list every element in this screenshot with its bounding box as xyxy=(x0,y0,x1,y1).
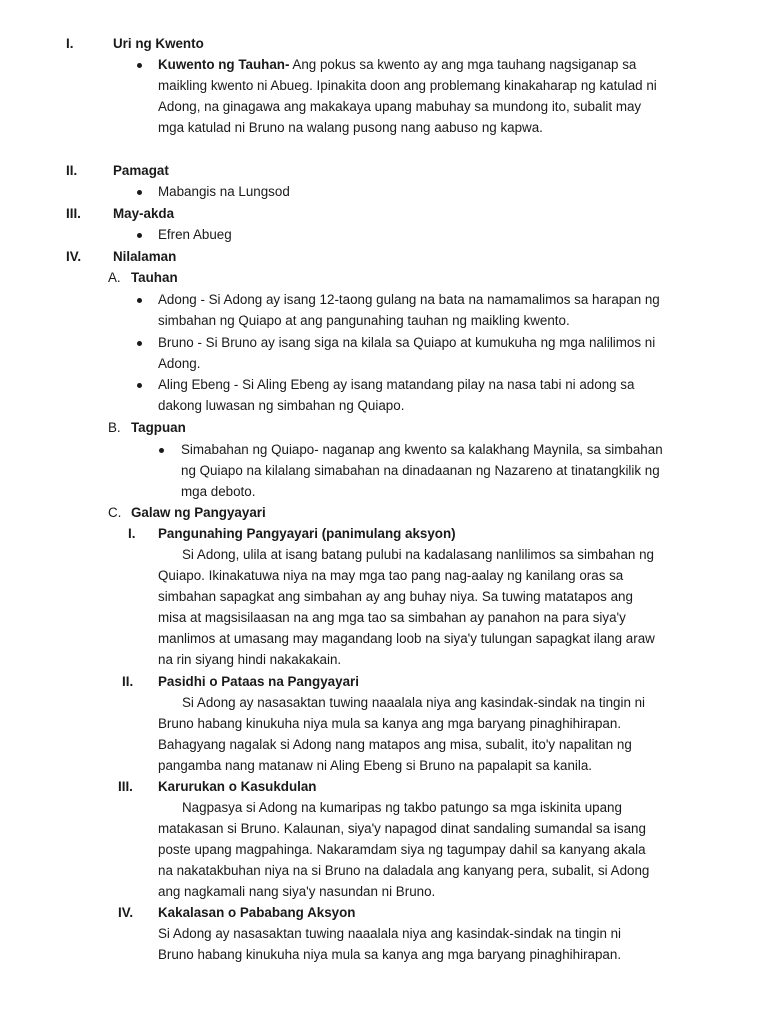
section-number: I. xyxy=(66,36,74,51)
item-text: Ang pokus sa kwento ay ang mga tauhang nagsiganap sa xyxy=(292,57,637,72)
section-title: Pamagat xyxy=(113,163,169,178)
list-item: Bruno - Si Bruno ay isang siga na kilala sa Quiapo at kumukuha ng mga nalilimos ni xyxy=(158,335,656,350)
list-item: Aling Ebeng - Si Aling Ebeng ay isang matandang pilay na nasa tabi ni adong sa xyxy=(158,377,635,392)
paragraph-line: maikling kwento ni Abueg. Ipinakita doon ang problemang kinakaharap ng katulad ni xyxy=(158,78,657,93)
paragraph-line: Bruno habang kinukuha niya mula sa kanya ang mga baryang pinaghihirapan. xyxy=(158,716,622,731)
section-title: Uri ng Kwento xyxy=(113,36,204,51)
sub-number: III. xyxy=(118,779,133,794)
paragraph-line: pangamba nang matanaw ni Aling Ebeng si Bruno na papalapit sa kanila. xyxy=(158,758,593,773)
section-number: II. xyxy=(66,163,78,178)
sub-title: Karurukan o Kasukdulan xyxy=(158,779,317,794)
sub-title: Kakalasan o Pababang Aksyon xyxy=(158,905,356,920)
paragraph-line: Bahagyang nagalak si Adong nang matapos ang misa, subalit, ito'y napalitan ng xyxy=(158,737,632,752)
paragraph-line: Nagpasya si Adong na kumaripas ng takbo patungo sa mga iskinita upang xyxy=(182,800,622,815)
section-number: IV. xyxy=(66,249,82,264)
bullet xyxy=(159,448,164,453)
paragraph-line: manlimos at umasang may magandang loob na siya'y tulungan sapagkat ilang araw xyxy=(158,631,655,646)
paragraph-line: Si Adong ay nasasaktan tuwing naaalala niya ang kasindak-sindak na tingin ni xyxy=(182,695,646,710)
paragraph-line: na nakatakbuhan niya na si Bruno na daladala ang kanyang pera, subalit, si Adong xyxy=(158,863,650,878)
paragraph-line: misa at magsisilaasan na ang mga tao sa simbahan ay panahon na para siya'y xyxy=(158,610,626,625)
subsection-letter: A. xyxy=(108,270,121,285)
paragraph-line: ang nagkamali nang siya'y nasundan ni Bruno. xyxy=(158,884,436,899)
subsection-title: Galaw ng Pangyayari xyxy=(131,505,266,520)
paragraph-line: Quiapo. Ikinakatuwa niya na may mga tao pang nag-aalay ng kanilang oras sa xyxy=(158,568,624,583)
list-item xyxy=(158,57,636,73)
paragraph-line: Si Adong, ulila at isang batang pulubi na kadalasang nanlilimos sa simbahan ng xyxy=(182,547,654,562)
section-number: III. xyxy=(66,206,81,221)
bullet xyxy=(137,190,142,195)
list-item: Mabangis na Lungsod xyxy=(158,184,290,199)
bullet xyxy=(137,63,142,68)
sub-title: Pangunahing Pangyayari (panimulang aksyon) xyxy=(158,526,456,541)
item-label: Kuwento ng Tauhan- xyxy=(158,57,290,72)
sub-title: Pasidhi o Pataas na Pangyayari xyxy=(158,674,359,689)
paragraph-line: Adong, na ginagawa ang makakaya upang mabuhay sa mundong ito, subalit may xyxy=(158,99,642,114)
sub-number: II. xyxy=(122,674,134,689)
bullet xyxy=(137,298,142,303)
bullet xyxy=(137,233,142,238)
paragraph-line: Bruno habang kinukuha niya mula sa kanya ang mga baryang pinaghihirapan. xyxy=(158,947,622,962)
paragraph-line: Si Adong ay nasasaktan tuwing naaalala niya ang kasindak-sindak na tingin ni xyxy=(158,926,622,941)
list-item: Efren Abueg xyxy=(158,227,232,242)
list-item: Simabahan ng Quiapo- naganap ang kwento sa kalakhang Maynila, sa simbahan xyxy=(181,442,663,457)
sub-number: IV. xyxy=(118,905,134,920)
bullet xyxy=(137,383,142,388)
paragraph-line: ng Quiapo na kilalang simabahan na dinadaanan ng Nazareno at tinatangkilik ng xyxy=(181,463,660,478)
paragraph-line: simbahan ng Quiapo at ang pangunahing tauhan ng maikling kwento. xyxy=(158,313,570,328)
paragraph-line: matakasan si Bruno. Kalaunan, siya'y napagod dinat sandaling sumandal sa isang xyxy=(158,821,646,836)
section-title: May-akda xyxy=(113,206,175,221)
paragraph-line: simbahan sapagkat ang simbahan ay ang buhay niya. Sa tuwing matatapos ang xyxy=(158,589,633,604)
subsection-letter: B. xyxy=(108,420,121,435)
paragraph-line: mga deboto. xyxy=(181,484,256,499)
paragraph-line: Adong. xyxy=(158,356,201,371)
sub-number: I. xyxy=(128,526,136,541)
section-title: Nilalaman xyxy=(113,249,177,264)
paragraph-line: dakong luwasan ng simbahan ng Quiapo. xyxy=(158,398,405,413)
paragraph-line: na rin siyang hindi nakakakain. xyxy=(158,652,342,667)
subsection-title: Tauhan xyxy=(131,270,178,285)
subsection-letter: C. xyxy=(108,505,122,520)
paragraph-line: poste upang magpahinga. Nakaramdam siya ng tagumpay dahil sa kanyang akala xyxy=(158,842,646,857)
subsection-title: Tagpuan xyxy=(131,420,186,435)
paragraph-line: mga katulad ni Bruno na walang pusong nang aabuso ng kapwa. xyxy=(158,120,543,135)
list-item: Adong - Si Adong ay isang 12-taong gulang na bata na namamalimos sa harapan ng xyxy=(158,292,660,307)
bullet xyxy=(137,341,142,346)
